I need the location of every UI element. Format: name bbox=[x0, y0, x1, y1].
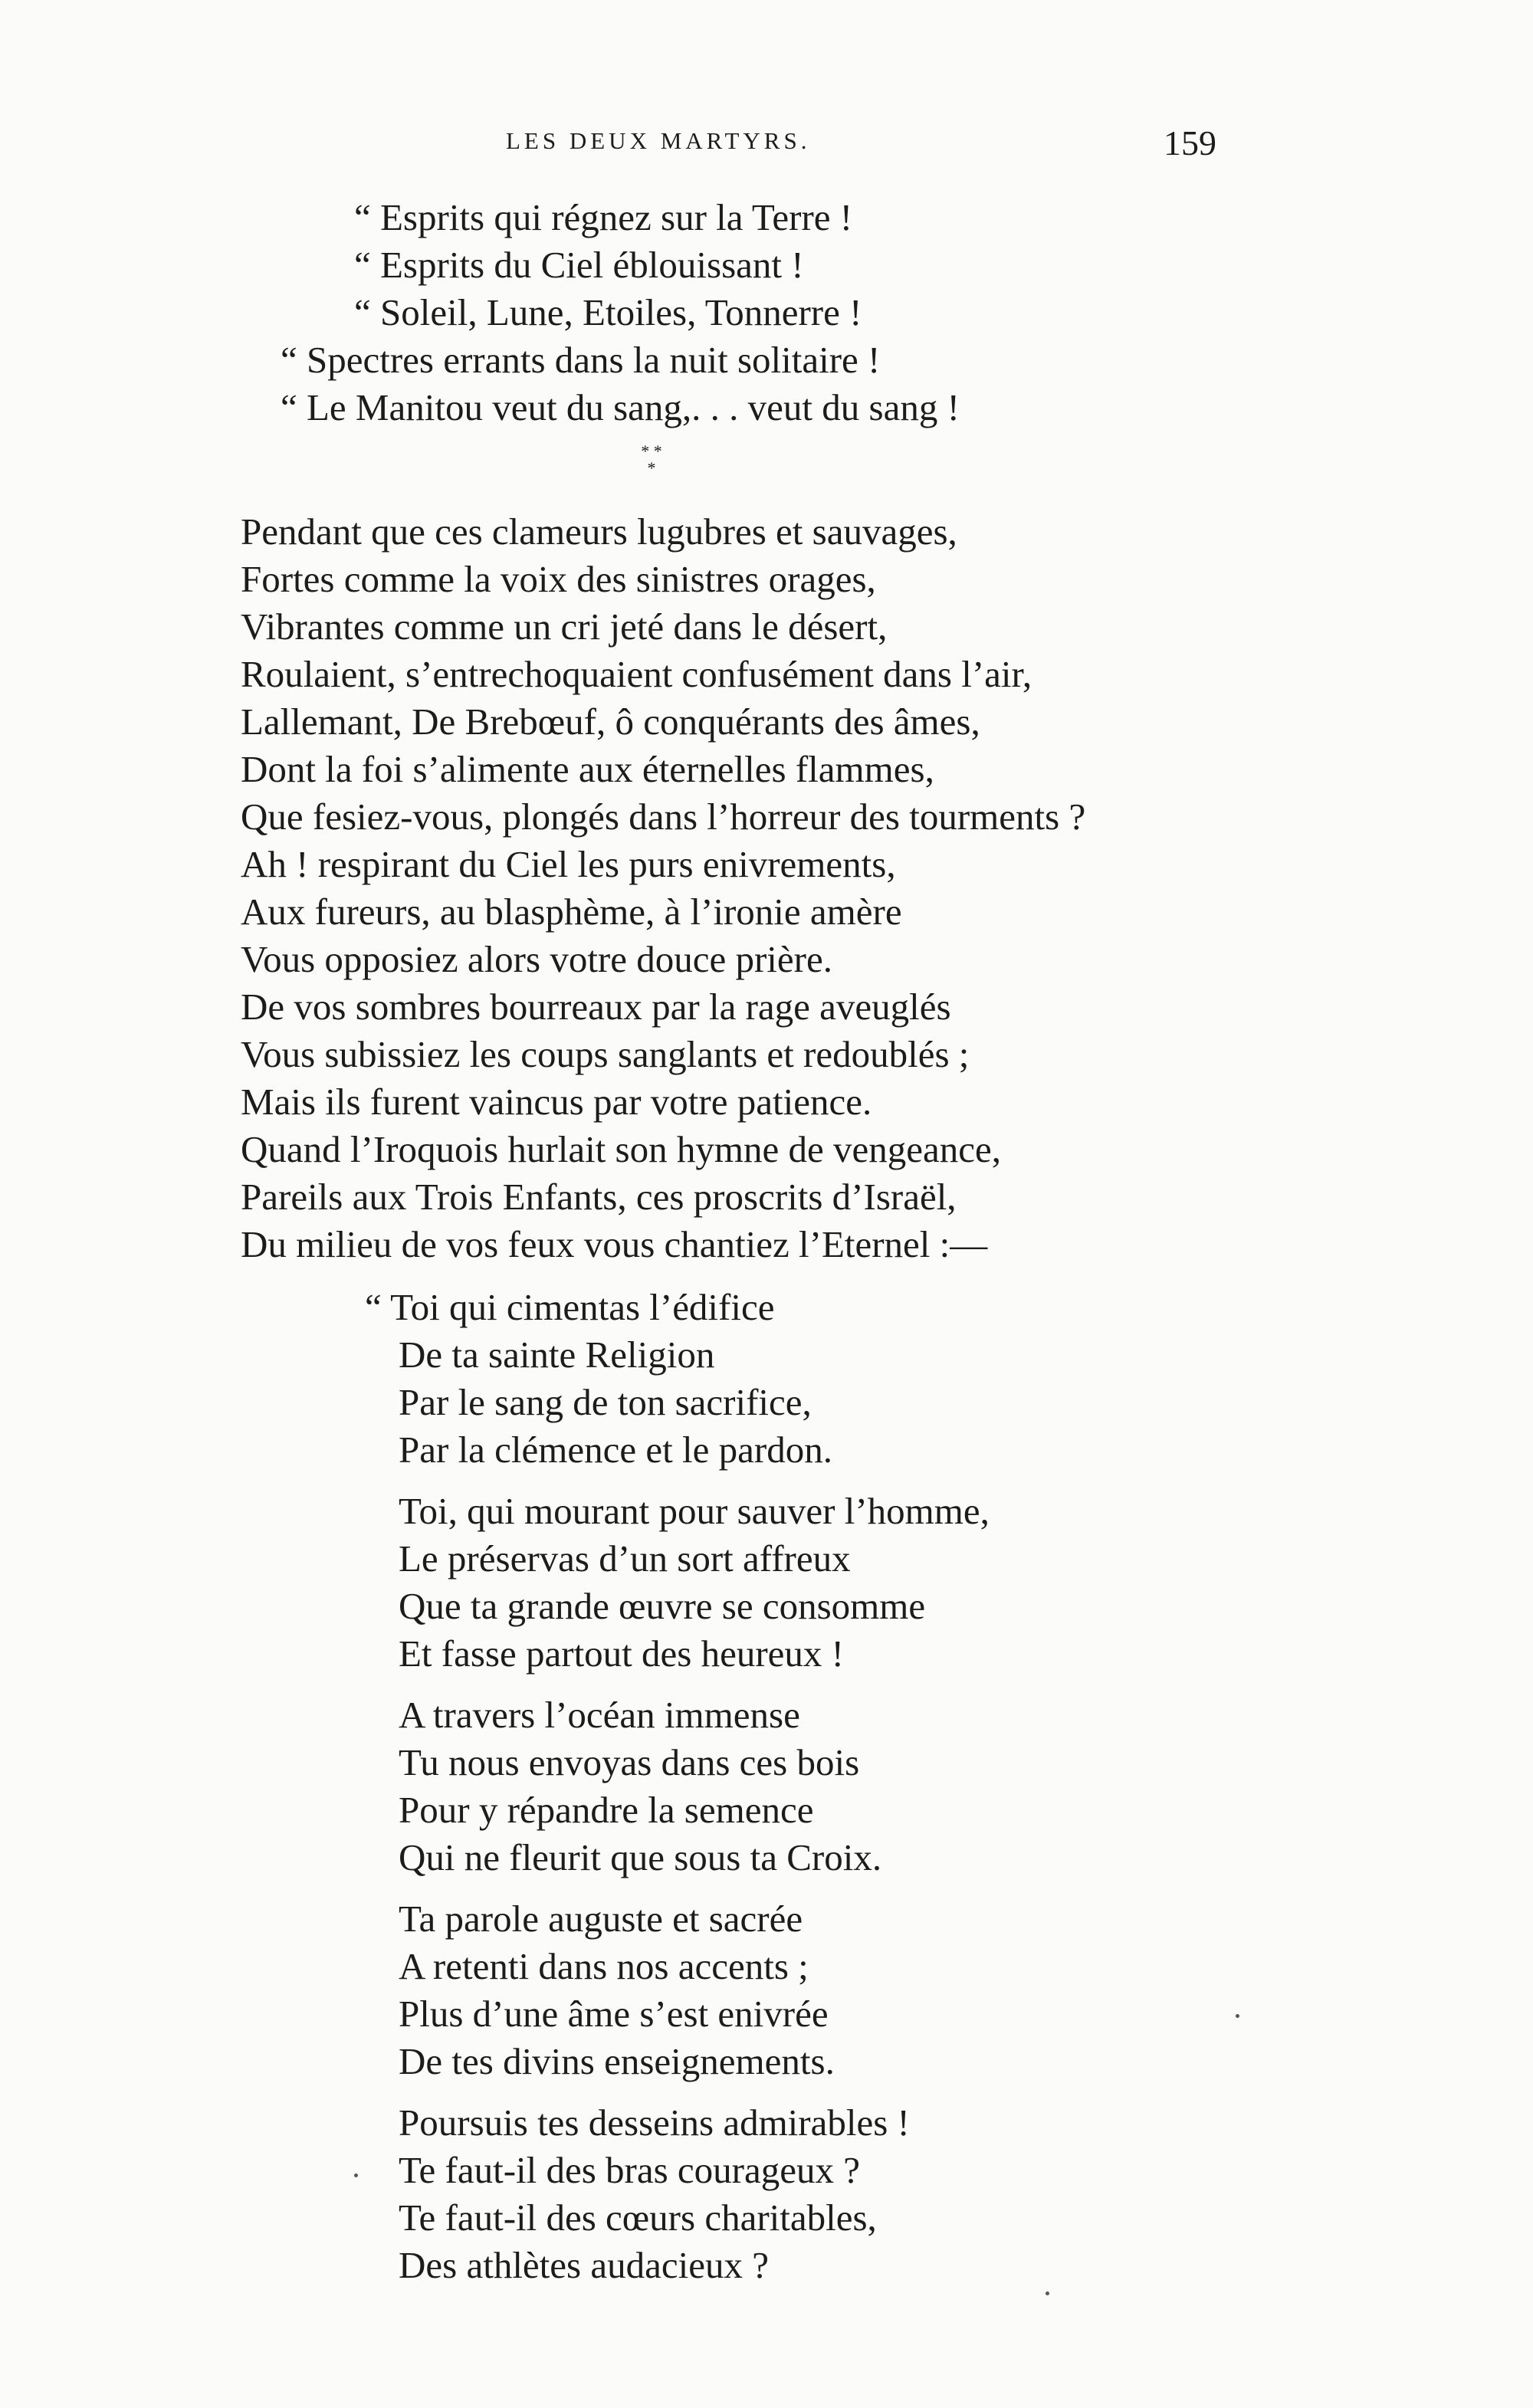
ink-speck bbox=[354, 2173, 358, 2177]
narrative-line: Aux fureurs, au blasphème, à l’ironie amère bbox=[241, 891, 902, 933]
invocation-line: “ Esprits du Ciel éblouissant ! bbox=[354, 244, 804, 286]
ink-speck bbox=[1046, 2292, 1049, 2295]
invocation-line: “ Le Manitou veut du sang,. . . veut du sang ! bbox=[281, 386, 960, 428]
narrative-line: Mais ils furent vaincus par votre patience. bbox=[241, 1081, 872, 1123]
hymn-line: Des athlètes audacieux ? bbox=[399, 2244, 769, 2286]
asterism-bottom: * bbox=[647, 458, 656, 477]
hymn-line: Qui ne fleurit que sous ta Croix. bbox=[399, 1836, 882, 1878]
narrative-line: Vibrantes comme un cri jeté dans le désert, bbox=[241, 605, 888, 648]
narrative-line: Roulaient, s’entrechoquaient confusément dans l’air, bbox=[241, 653, 1032, 695]
hymn-line: Que ta grande œuvre se consomme bbox=[399, 1585, 926, 1627]
hymn-line: A travers l’océan immense bbox=[399, 1694, 800, 1736]
hymn-line: Te faut-il des bras courageux ? bbox=[399, 2149, 860, 2191]
hymn-line: De ta sainte Religion bbox=[399, 1334, 715, 1376]
invocation-line: “ Soleil, Lune, Etoiles, Tonnerre ! bbox=[354, 291, 862, 333]
narrative-line: Pendant que ces clameurs lugubres et sauvages, bbox=[241, 510, 957, 553]
hymn-line: “ Toi qui cimentas l’édifice bbox=[365, 1286, 775, 1328]
ink-speck bbox=[1236, 2014, 1239, 2018]
narrative-line: Dont la foi s’alimente aux éternelles flammes, bbox=[241, 748, 934, 790]
narrative-line: Quand l’Iroquois hurlait son hymne de vengeance, bbox=[241, 1128, 1001, 1170]
hymn-line: Par la clémence et le pardon. bbox=[399, 1429, 832, 1471]
narrative-line: Fortes comme la voix des sinistres orages, bbox=[241, 558, 876, 600]
hymn-line: De tes divins enseignements. bbox=[399, 2040, 835, 2082]
running-head: LES DEUX MARTYRS. bbox=[506, 127, 811, 154]
invocation-line: “ Esprits qui régnez sur la Terre ! bbox=[354, 196, 853, 238]
hymn-line: Pour y répandre la semence bbox=[399, 1789, 814, 1831]
narrative-line: Du milieu de vos feux vous chantiez l’Eternel :— bbox=[241, 1223, 988, 1265]
narrative-line: Vous opposiez alors votre douce prière. bbox=[241, 938, 832, 980]
page-number: 159 bbox=[1164, 123, 1216, 162]
narrative-line: De vos sombres bourreaux par la rage aveuglés bbox=[241, 986, 951, 1028]
hymn-line: Tu nous envoyas dans ces bois bbox=[399, 1741, 860, 1783]
narrative-line: Pareils aux Trois Enfants, ces proscrits d’Israël, bbox=[241, 1176, 957, 1218]
hymn-line: Toi, qui mourant pour sauver l’homme, bbox=[399, 1490, 990, 1532]
narrative-line: Lallemant, De Brebœuf, ô conquérants des âmes, bbox=[241, 700, 980, 743]
hymn-line: A retenti dans nos accents ; bbox=[399, 1945, 809, 1987]
hymn-line: Par le sang de ton sacrifice, bbox=[399, 1381, 812, 1423]
hymn-line: Poursuis tes desseins admirables ! bbox=[399, 2101, 910, 2144]
hymn-line: Plus d’une âme s’est enivrée bbox=[399, 1993, 829, 2035]
asterism-separator bbox=[621, 443, 682, 489]
hymn-line: Et fasse partout des heureux ! bbox=[399, 1632, 844, 1675]
narrative-line: Vous subissiez les coups sanglants et redoublés ; bbox=[241, 1033, 970, 1075]
narrative-line: Ah ! respirant du Ciel les purs enivrements, bbox=[241, 843, 896, 885]
hymn-line: Le préservas d’un sort affreux bbox=[399, 1537, 851, 1580]
hymn-line: Te faut-il des cœurs charitables, bbox=[399, 2196, 877, 2239]
narrative-line: Que fesiez-vous, plongés dans l’horreur des tourments ? bbox=[241, 796, 1086, 838]
asterism-top: * * bbox=[641, 441, 662, 461]
hymn-line: Ta parole auguste et sacrée bbox=[399, 1898, 803, 1940]
invocation-line: “ Spectres errants dans la nuit solitaire ! bbox=[281, 339, 881, 381]
